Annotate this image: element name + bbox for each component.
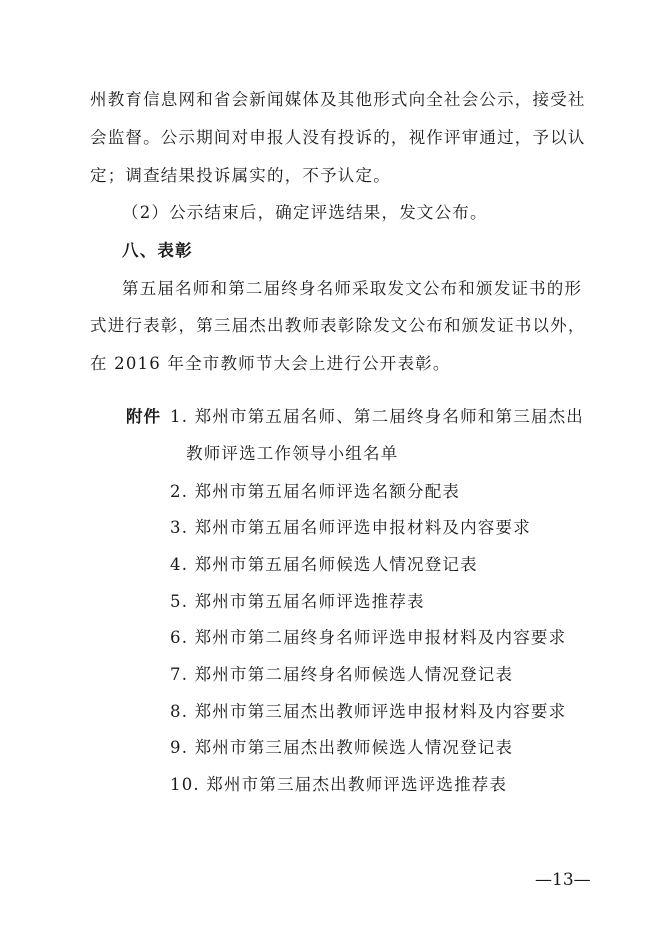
body-line-7: 式进行表彰，第三届杰出教师表彰除发文公布和颁发证书以外， xyxy=(90,316,586,335)
attachment-item: 4. 郑州市第五届名师候选人情况登记表 xyxy=(170,555,478,574)
section-heading: 八、表彰 xyxy=(122,241,193,260)
attachment-item: 7. 郑州市第二届终身名师候选人情况登记表 xyxy=(170,665,514,684)
body-line-4: （2）公示结束后，确定评选结果，发文公布。 xyxy=(122,203,488,222)
body-line-3: 定；调查结果投诉属实的，不予认定。 xyxy=(90,166,391,185)
attachment-item: 5. 郑州市第五届名师评选推荐表 xyxy=(170,592,425,611)
attachment-item-continuation: 教师评选工作领导小组名单 xyxy=(186,444,399,463)
attachment-item: 3. 郑州市第五届名师评选申报材料及内容要求 xyxy=(170,518,531,537)
attachments-label: 附件 xyxy=(126,407,161,426)
attachment-item: 9. 郑州市第三届杰出教师候选人情况登记表 xyxy=(170,738,514,757)
body-line-1: 州教育信息网和省会新闻媒体及其他形式向全社会公示，接受社 xyxy=(90,90,586,109)
page-number: —13— xyxy=(535,870,591,890)
body-line-2: 会监督。公示期间对申报人没有投诉的，视作评审通过，予以认 xyxy=(90,128,586,147)
body-line-6: 第五届名师和第二届终身名师采取发文公布和颁发证书的形 xyxy=(122,279,583,298)
body-line-8: 在 2016 年全市教师节大会上进行公开表彰。 xyxy=(90,354,451,373)
attachment-item: 8. 郑州市第三届杰出教师评选申报材料及内容要求 xyxy=(170,702,567,721)
attachment-item: 1. 郑州市第五届名师、第二届终身名师和第三届杰出 xyxy=(170,407,584,426)
attachment-item: 2. 郑州市第五届名师评选名额分配表 xyxy=(170,482,461,501)
attachment-item: 6. 郑州市第二届终身名师评选申报材料及内容要求 xyxy=(170,628,567,647)
attachment-item: 10. 郑州市第三届杰出教师评选评选推荐表 xyxy=(170,775,508,794)
